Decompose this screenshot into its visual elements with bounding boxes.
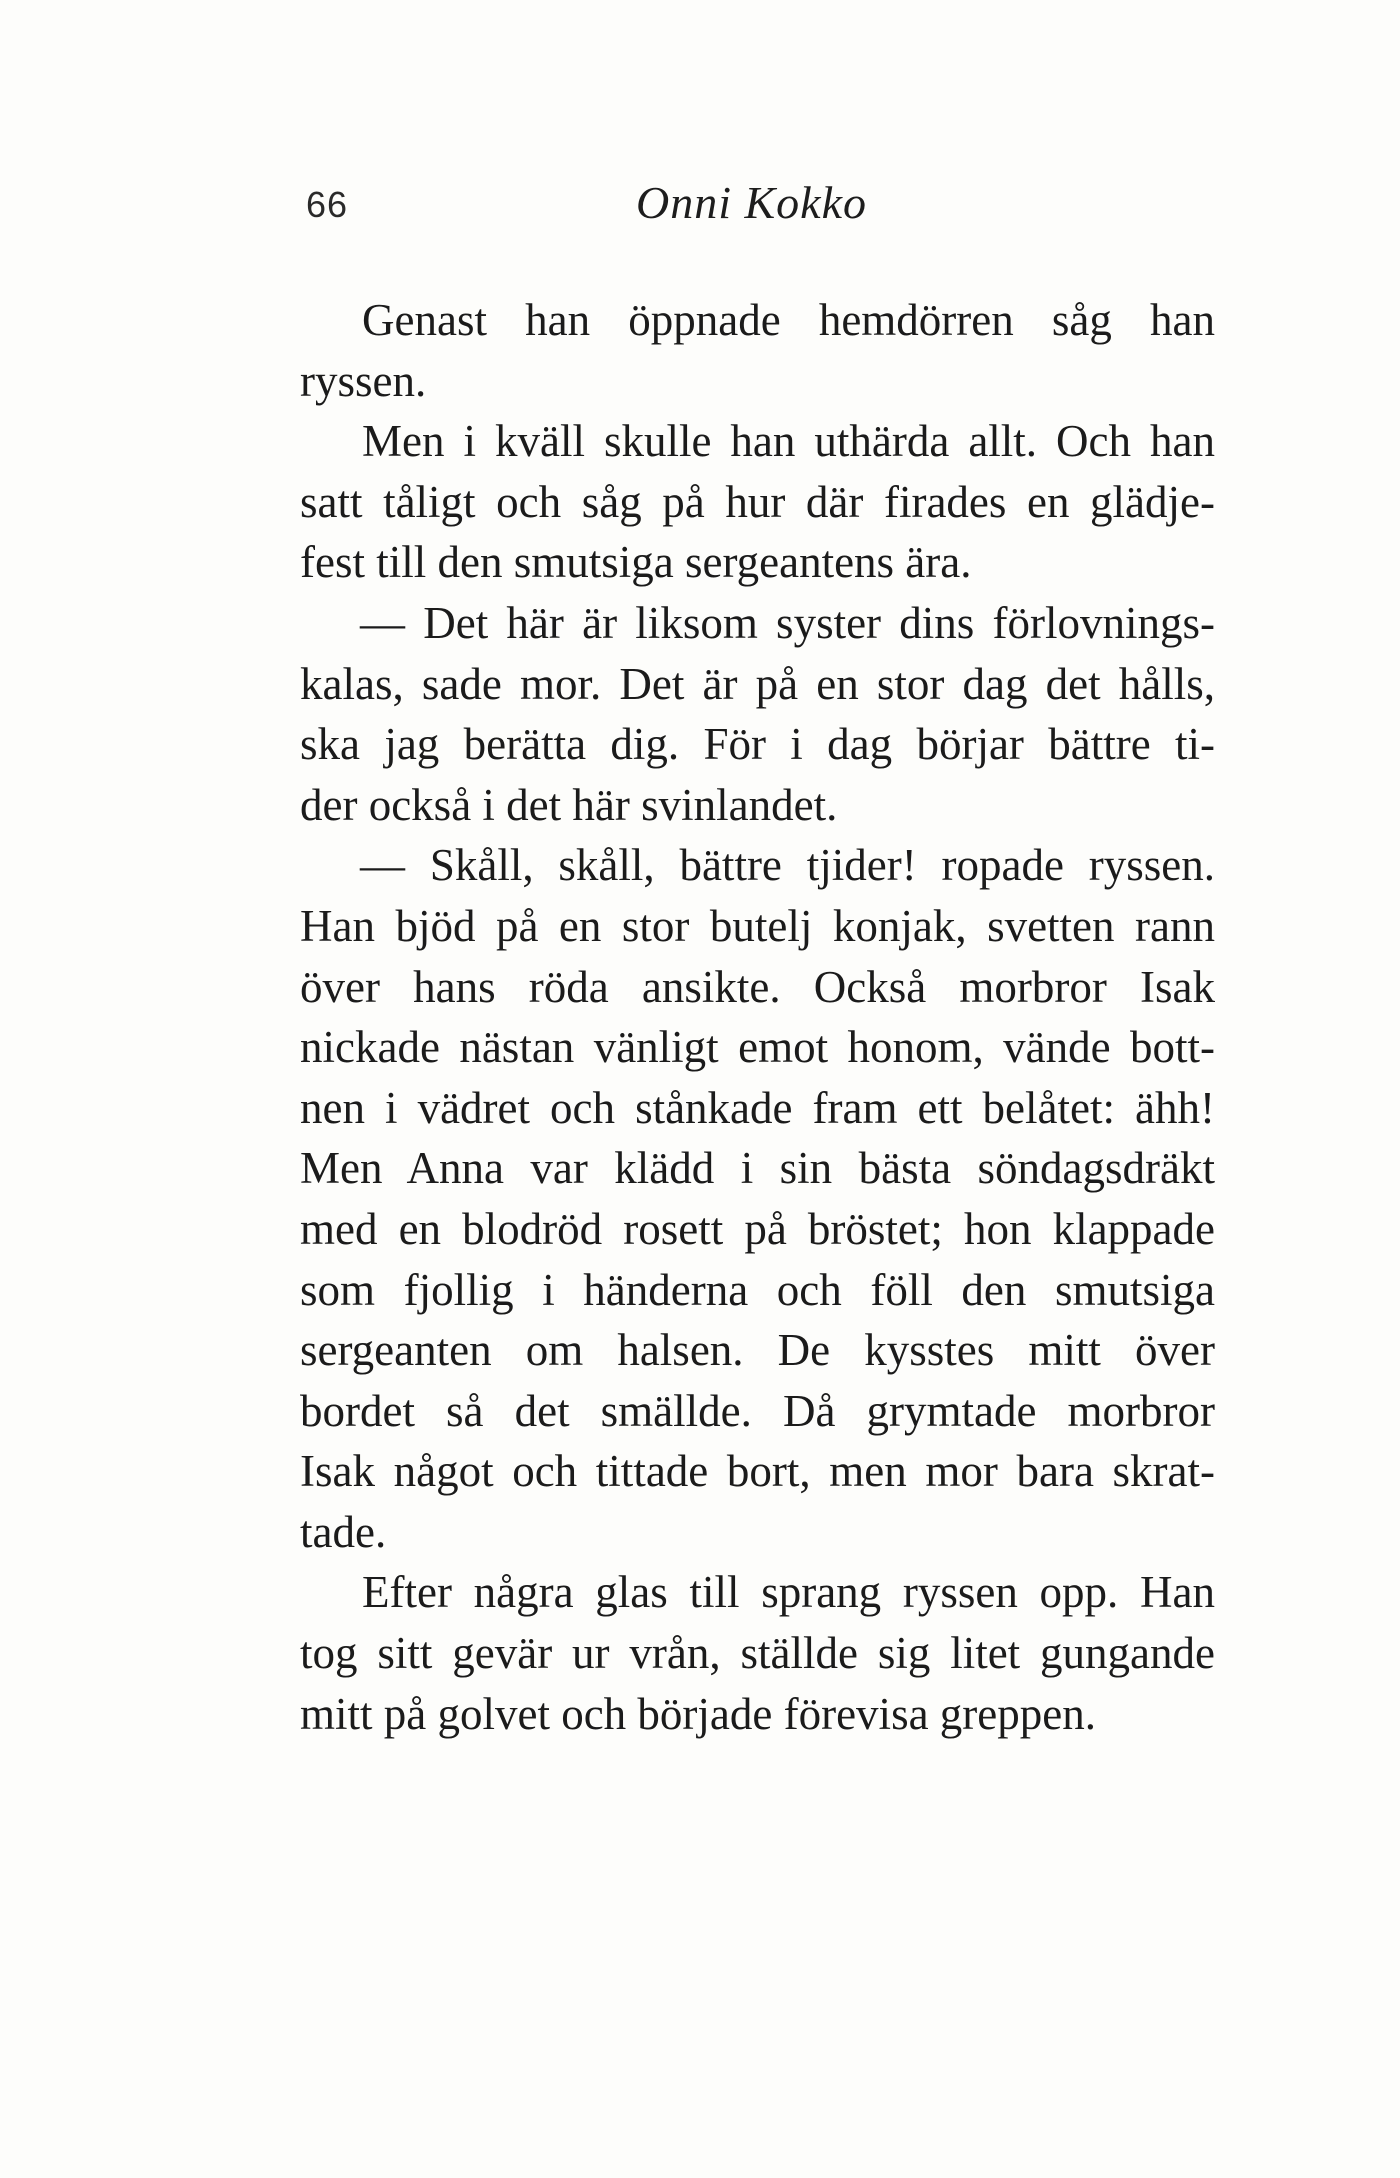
body-text — [300, 290, 1215, 1744]
text-line: som fjollig i händerna och föll den smutsiga — [300, 1264, 1215, 1315]
text-line: satt tåligt och såg på hur där firades en glädje- — [300, 476, 1215, 527]
text-line: Genast han öppnade hemdörren såg han — [362, 295, 1215, 345]
text-line: — Det här är liksom syster dins förlovnings- — [360, 597, 1215, 648]
text-line: fest till den smutsiga sergeantens ära. — [300, 537, 972, 588]
text-line: nen i vädret och stånkade fram ett belåtet: ähh! — [300, 1082, 1215, 1133]
text-line: tade. — [300, 1506, 387, 1557]
text-line: med en blodröd rosett på bröstet; hon klappade — [300, 1203, 1215, 1254]
text-line: ska jag berätta dig. För i dag börjar bättre ti- — [300, 719, 1215, 770]
text-line: tog sitt gevär ur vrån, ställde sig litet gungande — [300, 1628, 1215, 1679]
text-line: över hans röda ansikte. Också morbror Isak — [300, 961, 1215, 1012]
text-line: — Skåll, skåll, bättre tjider! ropade ryssen. — [360, 840, 1215, 891]
running-head — [306, 176, 1211, 236]
text-line: ryssen. — [300, 355, 427, 406]
text-line: sergeanten om halsen. De kysstes mitt över — [300, 1325, 1215, 1376]
text-line: nickade nästan vänligt emot honom, vände bott- — [300, 1022, 1215, 1073]
text-line: mitt på golvet och började förevisa greppen. — [300, 1688, 1096, 1739]
text-line: der också i det här svinlandet. — [300, 779, 838, 830]
page-number: 66 — [306, 184, 349, 225]
text-line: bordet så det smällde. Då grymtade morbror — [300, 1385, 1215, 1436]
text-line: Efter några glas till sprang ryssen opp. Han — [362, 1567, 1215, 1618]
text-line: Men i kväll skulle han uthärda allt. Och han — [362, 416, 1215, 467]
text-line: Men Anna var klädd i sin bästa söndagsdräkt — [300, 1143, 1215, 1194]
text-line: Han bjöd på en stor butelj konjak, svetten rann — [300, 900, 1215, 951]
text-line: kalas, sade mor. Det är på en stor dag det hålls, — [300, 658, 1215, 709]
text-line: Isak något och tittade bort, men mor bara skrat- — [300, 1446, 1215, 1497]
running-title: Onni Kokko — [636, 177, 868, 228]
